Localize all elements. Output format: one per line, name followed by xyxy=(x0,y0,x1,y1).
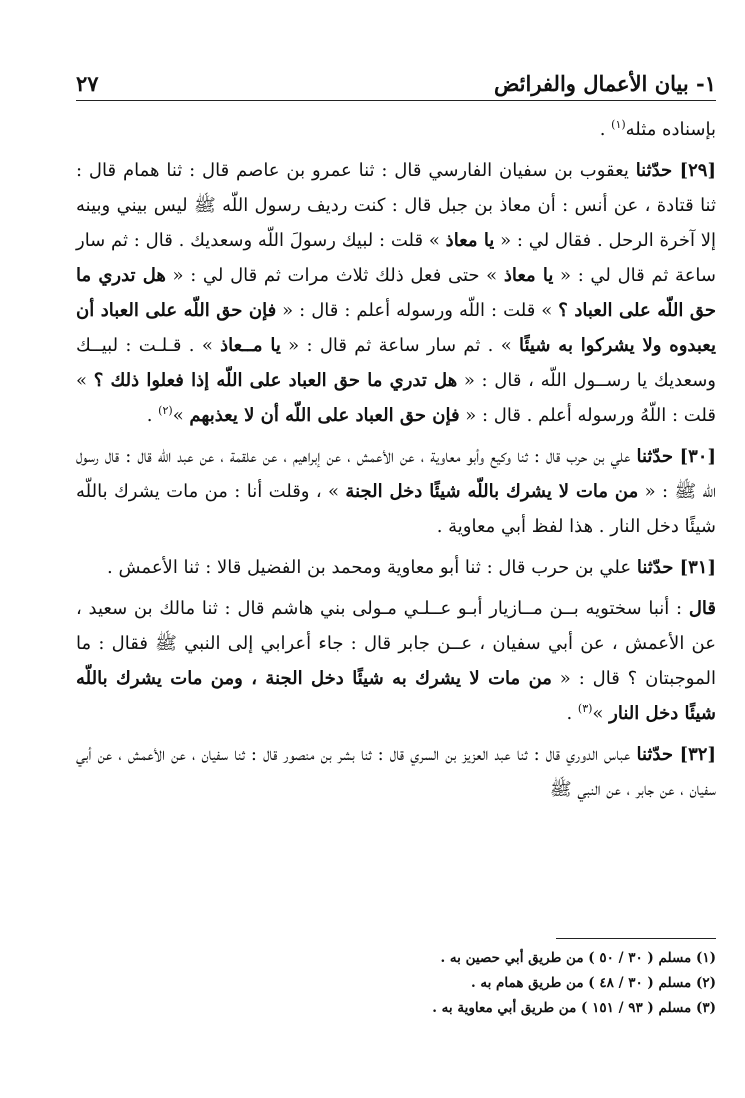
hadith-number: [٣٢] حدّثنا xyxy=(636,744,716,765)
footnote-ref-2: (٢) xyxy=(158,404,173,417)
hadith-30: [٣٠] حدّثنا علي بن حرب قال : ثنا وكيع وأبو معاوية ، عن الأعمش ، عن إبراهيم ، عن علقمة ، عن عبد اللّه قال : قال رسول اللّه ﷺ : « من مات لا يشرك باللّه شيئًا دخل الجنة » ، وقلت أنا : من مات يشرك باللّه شيئًا دخل النار . هذا لفظ أبي معاوية . xyxy=(76,446,716,537)
footnote-3: (٣) مسلم ( ٩٣ / ١٥١ ) من طريق أبي معاوية به . xyxy=(432,1000,716,1016)
footnote-1: (١) مسلم ( ٣٠ / ٥٠ ) من طريق أبي حصين به . xyxy=(440,950,716,966)
hadith-29: [٢٩] حدّثنا يعقوب بن سفيان الفارسي قال : ثنا عمرو بن عاصم قال : ثنا همام قال : ثنا قتادة ، عن أنس : أن معاذ بن جبل قال : كنت رديف رسول اللّه ﷺ ليس بيني وبينه إلا آخرة الرحل . فقال لي : « يا معاذ » قلت : لبيك رسولَ اللّه وسعديك . قال : ثم سار ساعة ثم قال لي : « يا معاذ » حتى فعل ذلك ثلاث مرات ثم قال لي : « هل تدري ما حق اللّه على العباد ؟ » قلت : اللّه ورسوله أعلم : قال : « فإن حق اللّه على العباد أن يعبدوه ولا يشركوا به شيئًا » . ثم سار ساعة ثم قال : « يا مــعاذ » . قـلـت : لبيــك وسعديك يا رســول اللّه ، قال : « هل تدري ما حق العباد على اللّه إذا فعلوا ذلك ؟ » قلت : اللّهُ ورسوله أعلم . قال : « فإن حق العباد على اللّه أن لا يعذبهم »$^{(٢)}$ . xyxy=(76,160,717,426)
main-text xyxy=(76,112,716,807)
intro-line: بإسناده مثله$^{(١)}$ . xyxy=(599,118,716,140)
hadith-31: [٣١] حدّثنا علي بن حرب قال : ثنا أبو معاوية ومحمد بن الفضيل قالا : ثنا الأعمش . xyxy=(107,557,716,578)
page-number: ٢٧ xyxy=(76,70,99,96)
hadith-number: [٢٩] حدّثنا xyxy=(635,160,716,181)
footnote-2: (٢) مسلم ( ٣٠ / ٤٨ ) من طريق همام به . xyxy=(470,975,716,991)
footnote-ref-1: (١) xyxy=(611,118,626,131)
hadith-number: [٣٠] حدّثنا xyxy=(636,446,716,467)
qala-lead: قال xyxy=(688,598,716,619)
page-header xyxy=(76,66,716,101)
running-title: ١- بيان الأعمال والفرائض xyxy=(493,70,716,96)
footnote-divider xyxy=(556,938,716,939)
hadith-32: [٣٢] حدّثنا عباس الدوري قال : ثنا عبد العزيز بن السري قال : ثنا بشر بن منصور قال : ثنا سفيان ، عن الأعمش ، عن أبي سفيان ، عن جابر ، عن النبي ﷺ xyxy=(76,744,716,800)
footnotes xyxy=(76,946,716,1021)
footnote-ref-3: (٣) xyxy=(577,702,593,715)
hadith-31-continuation: قال : أنبا سختويه بــن مــازيار أبـو عــلـي مـولى بني هاشم قال : ثنا مالك بن سعيد ، عن الأعمش ، عن أبي سفيان ، عــن جابر قال : جاء أعرابي إلى النبي ﷺ فقال : ما الموجبتان ؟ قال : « من مات لا يشرك به شيئًا دخل الجنة ، ومن مات يشرك باللّه شيئًا دخل النار »$^{(٣)}$ . xyxy=(76,598,716,724)
hadith-number: [٣١] حدّثنا xyxy=(636,557,716,578)
